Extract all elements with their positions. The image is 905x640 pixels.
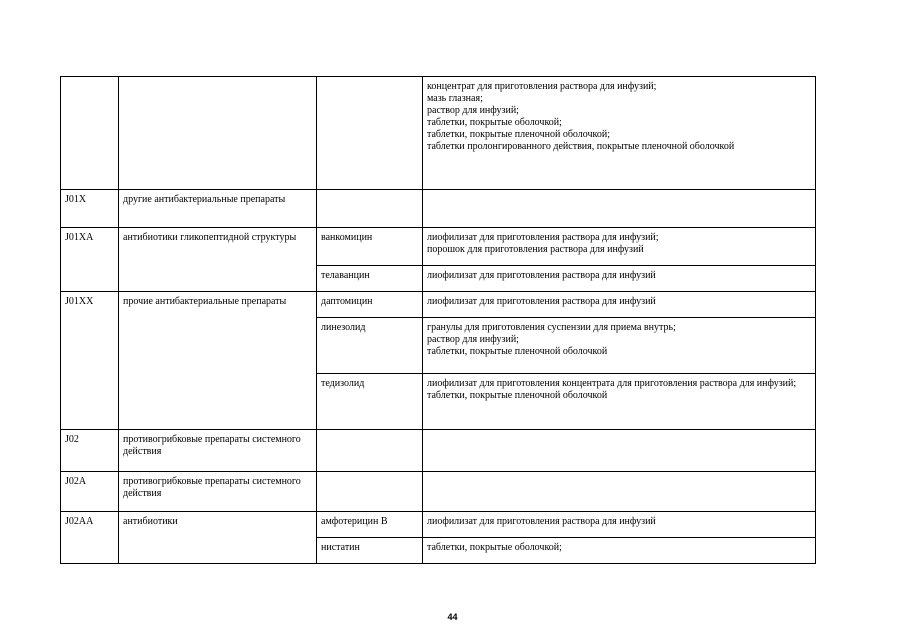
form-line: лиофилизат для приготовления раствора для инфузий	[427, 296, 656, 307]
substance-cell: нистатин	[317, 538, 423, 564]
form-line: таблетки пролонгированного действия, покрытые пленочной оболочкой	[427, 141, 735, 152]
code-cell: J02A	[61, 472, 119, 512]
substance-cell: телаванцин	[317, 266, 423, 292]
forms-cell	[423, 374, 816, 430]
group-cell: антибиотики	[119, 512, 317, 564]
table-row	[61, 292, 816, 318]
table-row	[61, 228, 816, 266]
form-line: лиофилизат для приготовления раствора для инфузий	[427, 516, 656, 527]
form-line: таблетки, покрытые пленочной оболочкой;	[427, 129, 611, 140]
group-cell: противогрибковые препараты системного действия	[119, 430, 317, 472]
table-row	[61, 512, 816, 538]
forms-cell	[423, 266, 816, 292]
form-line: лиофилизат для приготовления концентрата для приготовления раствора для инфузий;	[427, 378, 797, 389]
form-line: таблетки, покрытые пленочной оболочкой	[427, 390, 608, 401]
group-cell: прочие антибактериальные препараты	[119, 292, 317, 430]
code-cell: J02	[61, 430, 119, 472]
form-line: таблетки, покрытые оболочкой;	[427, 542, 562, 553]
form-line: таблетки, покрытые пленочной оболочкой	[427, 346, 608, 357]
form-line: лиофилизат для приготовления раствора для инфузий	[427, 270, 656, 281]
substance-cell: амфотерицин В	[317, 512, 423, 538]
substance-cell	[317, 472, 423, 512]
form-line: таблетки, покрытые оболочкой;	[427, 117, 562, 128]
group-cell: антибиотики гликопептидной структуры	[119, 228, 317, 292]
substance-cell	[317, 77, 423, 190]
code-cell: J01XX	[61, 292, 119, 430]
substance-cell	[317, 190, 423, 228]
form-line: лиофилизат для приготовления раствора для инфузий;	[427, 232, 659, 243]
code-cell: J02AA	[61, 512, 119, 564]
code-cell: J01XA	[61, 228, 119, 292]
code-cell	[61, 77, 119, 190]
page-number: 44	[447, 612, 458, 622]
forms-cell	[423, 538, 816, 564]
substance-cell: даптомицин	[317, 292, 423, 318]
forms-cell	[423, 190, 816, 228]
table-row	[61, 77, 816, 190]
forms-cell	[423, 292, 816, 318]
forms-cell	[423, 430, 816, 472]
substance-cell: ванкомицин	[317, 228, 423, 266]
form-line: мазь глазная;	[427, 93, 483, 104]
table-row	[61, 190, 816, 228]
forms-cell	[423, 77, 816, 190]
forms-cell	[423, 228, 816, 266]
form-line: раствор для инфузий;	[427, 334, 519, 345]
substance-cell: тедизолид	[317, 374, 423, 430]
substance-cell: линезолид	[317, 318, 423, 374]
group-cell: противогрибковые препараты системного действия	[119, 472, 317, 512]
forms-cell	[423, 472, 816, 512]
form-line: раствор для инфузий;	[427, 105, 519, 116]
drug-table	[60, 76, 816, 564]
code-cell: J01X	[61, 190, 119, 228]
group-cell	[119, 77, 317, 190]
forms-cell	[423, 512, 816, 538]
form-line: концентрат для приготовления раствора для инфузий;	[427, 81, 657, 92]
substance-cell	[317, 430, 423, 472]
form-line: порошок для приготовления раствора для инфузий	[427, 244, 644, 255]
table-row	[61, 472, 816, 512]
forms-cell	[423, 318, 816, 374]
form-line: гранулы для приготовления суспензии для приема внутрь;	[427, 322, 676, 333]
group-cell: другие антибактериальные препараты	[119, 190, 317, 228]
table-row	[61, 430, 816, 472]
